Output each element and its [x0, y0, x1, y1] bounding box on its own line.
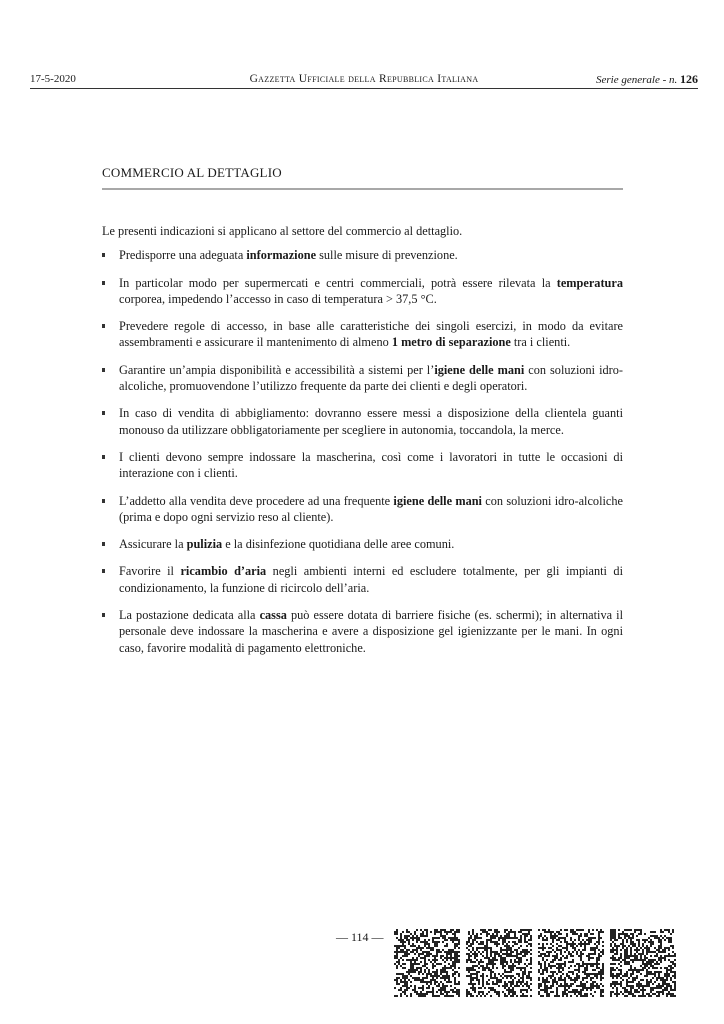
- section-divider: [102, 188, 623, 190]
- document-body: [102, 223, 623, 667]
- header-series-number: 126: [680, 72, 698, 86]
- bullet-text: corporea, impedendo l’accesso in caso di temperatura > 37,5 °C.: [119, 291, 437, 306]
- bullet-text: Favorire il: [119, 564, 181, 579]
- bullet-marker: [102, 324, 105, 328]
- header-publication-title: Gazzetta Ufficiale della Repubblica Italiana: [249, 73, 479, 85]
- bullet-text: Assicurare la: [119, 537, 187, 552]
- bullet-emphasis: pulizia: [186, 537, 223, 552]
- bullet-emphasis: informazione: [246, 248, 317, 263]
- bullet-marker: [102, 613, 105, 617]
- bullet-text: negli ambienti interni ed escludere totalmente, per gli impianti di condizionamento, la funzione di ricircolo dell’aria.: [119, 564, 623, 595]
- bullet-item: [102, 247, 623, 263]
- datamatrix-barcode-icon: [394, 929, 676, 997]
- bullet-text: In caso di vendita di abbigliamento: dovranno essere messi a disposizione della clientela guanti monouso da utilizzare obbligatoriamente per scegliere in autonomia, toccandola, la merce.: [119, 406, 623, 437]
- bullet-emphasis: igiene delle mani: [434, 362, 525, 377]
- bullet-item: [102, 563, 623, 596]
- bullet-text: L’addetto alla vendita deve procedere ad una frequente: [119, 493, 394, 508]
- barcode-block: [394, 929, 460, 997]
- bullet-text: Predisporre una adeguata: [119, 248, 247, 263]
- bullet-marker: [102, 411, 105, 415]
- bullet-marker: [102, 455, 105, 459]
- bullet-item: [102, 607, 623, 656]
- section-title: COMMERCIO AL DETTAGLIO: [102, 165, 282, 180]
- bullet-text: e la disinfezione quotidiana delle aree comuni.: [222, 537, 455, 552]
- bullet-text: sulle misure di prevenzione.: [316, 248, 458, 263]
- bullet-emphasis: igiene delle mani: [393, 493, 482, 508]
- barcode-block: [538, 929, 604, 997]
- bullet-list: [102, 247, 623, 656]
- bullet-item: [102, 493, 623, 526]
- page-number: — 114 —: [336, 930, 384, 944]
- header-date: 17-5-2020: [30, 73, 76, 85]
- bullet-emphasis: 1 metro di separazione: [391, 335, 511, 350]
- bullet-emphasis: cassa: [259, 608, 287, 623]
- bullet-text: In particolar modo per supermercati e centri commerciali, potrà essere rilevata la: [119, 275, 557, 290]
- bullet-text: I clienti devono sempre indossare la mascherina, così come i lavoratori in tutte le occasioni di interazione con i clienti.: [119, 449, 623, 481]
- bullet-emphasis: temperatura: [556, 275, 623, 290]
- barcode-block: [610, 929, 676, 997]
- barcode-block: [466, 929, 532, 997]
- bullet-marker: [102, 368, 105, 372]
- bullet-marker: [102, 569, 105, 573]
- bullet-text: può essere dotata di barriere fisiche (es. schermi); in alternativa il personale deve indossare la mascherina e avere a disposizione gel igienizzante per le mani. In ogni caso, favorire modalità di pagamento elettroniche.: [119, 608, 623, 655]
- page-header: [30, 71, 698, 87]
- header-series: [596, 71, 698, 88]
- intro-paragraph: Le presenti indicazioni si applicano al settore del commercio al dettaglio.: [102, 224, 463, 238]
- header-series-label: Serie generale - n.: [596, 74, 678, 86]
- barcode-strip: [394, 929, 676, 997]
- bullet-item: [102, 318, 623, 351]
- bullet-item: [102, 536, 623, 552]
- bullet-text: La postazione dedicata alla: [119, 608, 260, 623]
- bullet-marker: [102, 542, 105, 546]
- bullet-marker: [102, 253, 105, 257]
- bullet-text: tra i clienti.: [510, 335, 571, 350]
- bullet-item: [102, 362, 623, 395]
- bullet-text: con soluzioni idro-alcoliche, promuovendone l’utilizzo frequente da parte dei clienti e degli operatori.: [119, 362, 623, 394]
- bullet-item: [102, 405, 623, 438]
- bullet-emphasis: ricambio d’aria: [180, 564, 267, 579]
- bullet-marker: [102, 281, 105, 285]
- bullet-item: [102, 275, 623, 308]
- bullet-marker: [102, 499, 105, 503]
- header-divider: [30, 88, 698, 89]
- bullet-text: Prevedere regole di accesso, in base alle caratteristiche dei singoli esercizi, in modo da evitare assembramenti e assicurare il mantenimento di almeno: [119, 319, 623, 350]
- bullet-item: [102, 449, 623, 482]
- bullet-text: con soluzioni idro-alcoliche (prima e dopo ogni servizio reso al cliente).: [119, 493, 623, 524]
- bullet-text: Garantire un’ampia disponibilità e accessibilità a sistemi per l’: [119, 362, 435, 377]
